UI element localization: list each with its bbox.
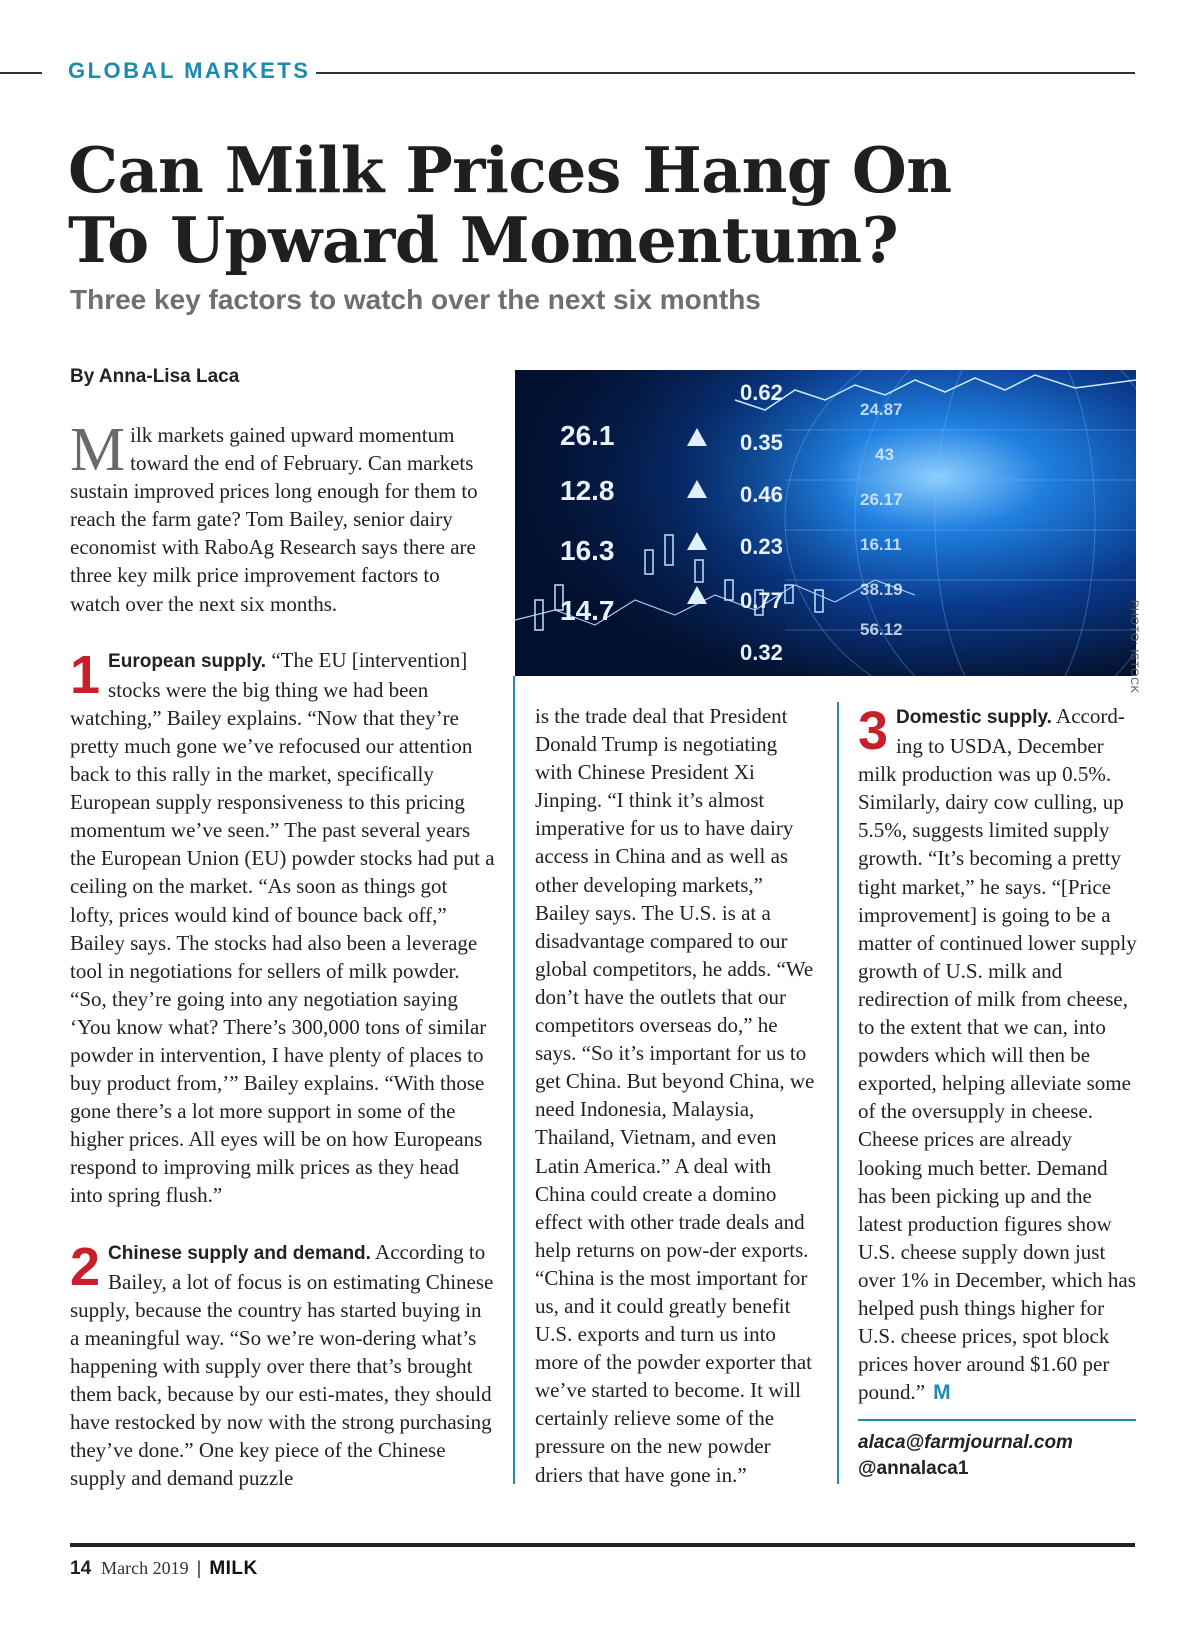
factor-2-number: 2: [70, 1236, 101, 1297]
byline: By Anna-Lisa Laca: [70, 366, 240, 387]
stock-ticker-photo: [515, 370, 1136, 676]
spacer: [70, 1210, 495, 1238]
photo-credit: PHOTO: ISTOCK: [1128, 600, 1140, 694]
factor-3-lead: Domestic supply.: [896, 707, 1052, 728]
ticker-value: 56.12: [860, 620, 903, 639]
factor-2-lead: Chinese supply and demand.: [108, 1242, 371, 1264]
magazine-name: MILK: [209, 1558, 258, 1579]
column-rule-2: [837, 702, 839, 1484]
factor-1-lead: European supply.: [108, 650, 267, 672]
issue-date: March 2019: [101, 1558, 189, 1578]
column-1: [70, 416, 495, 1492]
author-email[interactable]: alaca@farmjournal.com: [858, 1432, 1073, 1453]
headline-line-1: Can Milk Prices Hang On: [68, 133, 952, 207]
end-mark: M: [933, 1381, 951, 1405]
factor-1-number: 1: [70, 644, 101, 705]
ticker-value: 12.8: [560, 475, 615, 506]
factor-3: [858, 702, 1138, 1407]
page-footer: [70, 1558, 258, 1580]
factor-1-text: “The EU [intervention] stocks were the big thing we had been watching,” Bailey explains. “Now that they’re pretty much gone we’ve refocused our attention back to this rally in the market, specifically European supply responsiveness to this pricing momentum we’ve seen.” The past several years the European Union (EU) powder stocks had put a ceiling on the market. “As soon as things got lofty, prices would kind of bounce back off,” Bailey says. The stocks had also been a leverage tool in negotiations for sellers of milk powder. “So, they’re going into any negotiation saying ‘You know what? There’s 300,000 tons of similar powder in intervention, I have plenty of places to buy product from,’” Bailey explains. “With those gone there’s a lot more support in some of the higher prices. All eyes will be on how Europeans respond to improving milk prices as they head into spring flush.”: [70, 647, 495, 1208]
ticker-value: 0.32: [740, 640, 783, 665]
factor-2-continued: is the trade deal that President Donald Trump is negotiating with Chinese President Xi Jinping. “I think it’s almost imperative for us to have dairy access in China and as well as other developing markets,” Bailey says. The U.S. is at a disadvantage compared to our global competitors, he adds. “We don’t have the outlets that our competitors overseas do,” he says. “So it’s important for us to get China. But beyond China, we need Indonesia, Malaysia, Thailand, Vietnam, and even Latin America.” A deal with China could create a domino effect with other trade deals and help returns on pow-der exports. “China is the most important for us, and it could greatly benefit U.S. exports and turn us into more of the powder exporter that we’ve started to become. It will certainly relieve some of the pressure on the new powder driers that have gone in.”: [535, 704, 815, 1487]
spacer: [70, 618, 495, 646]
intro-text: ilk markets gained upward momentum toward the end of February. Can markets sustain improved prices long enough for them to reach the farm gate? Tom Bailey, senior dairy economist with RaboAg Research says there are three key milk price improvement factors to watch over the next six months.: [70, 423, 478, 616]
ticker-value: 0.77: [740, 588, 783, 613]
ticker-value: 0.23: [740, 534, 783, 559]
ticker-value: 0.62: [740, 380, 783, 405]
ticker-value: 0.35: [740, 430, 783, 455]
page-number: 14: [70, 1558, 92, 1579]
deck: Three key factors to watch over the next six months: [70, 284, 761, 315]
section-rule-left: [0, 72, 42, 74]
column-rule-1: [513, 676, 515, 1484]
intro-paragraph: [70, 416, 495, 618]
section-label: GLOBAL MARKETS: [68, 58, 311, 83]
author-handle[interactable]: @annalaca1: [858, 1458, 969, 1479]
headline: [68, 135, 1068, 275]
factor-3-text: Accord-ing to USDA, December milk production was up 0.5%. Similarly, dairy cow culling, up 5.5%, suggests limited supply growth. “It’s becoming a pretty tight market,” he says. “[Price improvement] is going to be a matter of continued lower supply growth of U.S. milk and redirection of milk from cheese, to the extent that we can, into powders which will then be exported, helping alleviate some of the oversupply in cheese. Cheese prices are already looking much better. Demand has been picking up and the latest production figures show U.S. cheese supply down just over 1% in December, which has helped push things higher for U.S. cheese prices, spot block prices hover around $1.60 per pound.”: [858, 704, 1137, 1405]
section-rule-right: [316, 72, 1135, 74]
drop-cap: M: [70, 416, 126, 484]
ticker-value: 38.19: [860, 580, 903, 599]
factor-1: [70, 646, 495, 1210]
contact-rule: [858, 1419, 1136, 1421]
ticker-value: 14.7: [560, 595, 615, 626]
column-2: [535, 702, 817, 1489]
ticker-value: 43: [875, 445, 894, 464]
factor-2: [70, 1238, 495, 1493]
column-3: [858, 702, 1138, 1407]
ticker-value: 16.11: [860, 535, 902, 554]
ticker-value: 26.1: [560, 420, 615, 451]
factor-2-text: According to Bailey, a lot of focus is on estimating Chinese supply, because the country has started buying in a meaningful way. “So we’re won-dering what’s happening with supply over there that’s brought them back, because by our esti-mates, they should have restocked by now with the strong purchasing they’ve done.” One key piece of the Chinese supply and demand puzzle: [70, 1239, 494, 1491]
stock-ticker-illustration: [515, 370, 1136, 676]
footer-rule: [70, 1543, 1135, 1547]
factor-3-number: 3: [858, 701, 889, 761]
ticker-value: 24.87: [860, 400, 903, 419]
ticker-value: 16.3: [560, 535, 615, 566]
footer-separator: |: [196, 1558, 202, 1578]
headline-line-2: To Upward Momentum?: [68, 203, 899, 277]
ticker-value: 0.46: [740, 482, 783, 507]
ticker-value: 26.17: [860, 490, 903, 509]
